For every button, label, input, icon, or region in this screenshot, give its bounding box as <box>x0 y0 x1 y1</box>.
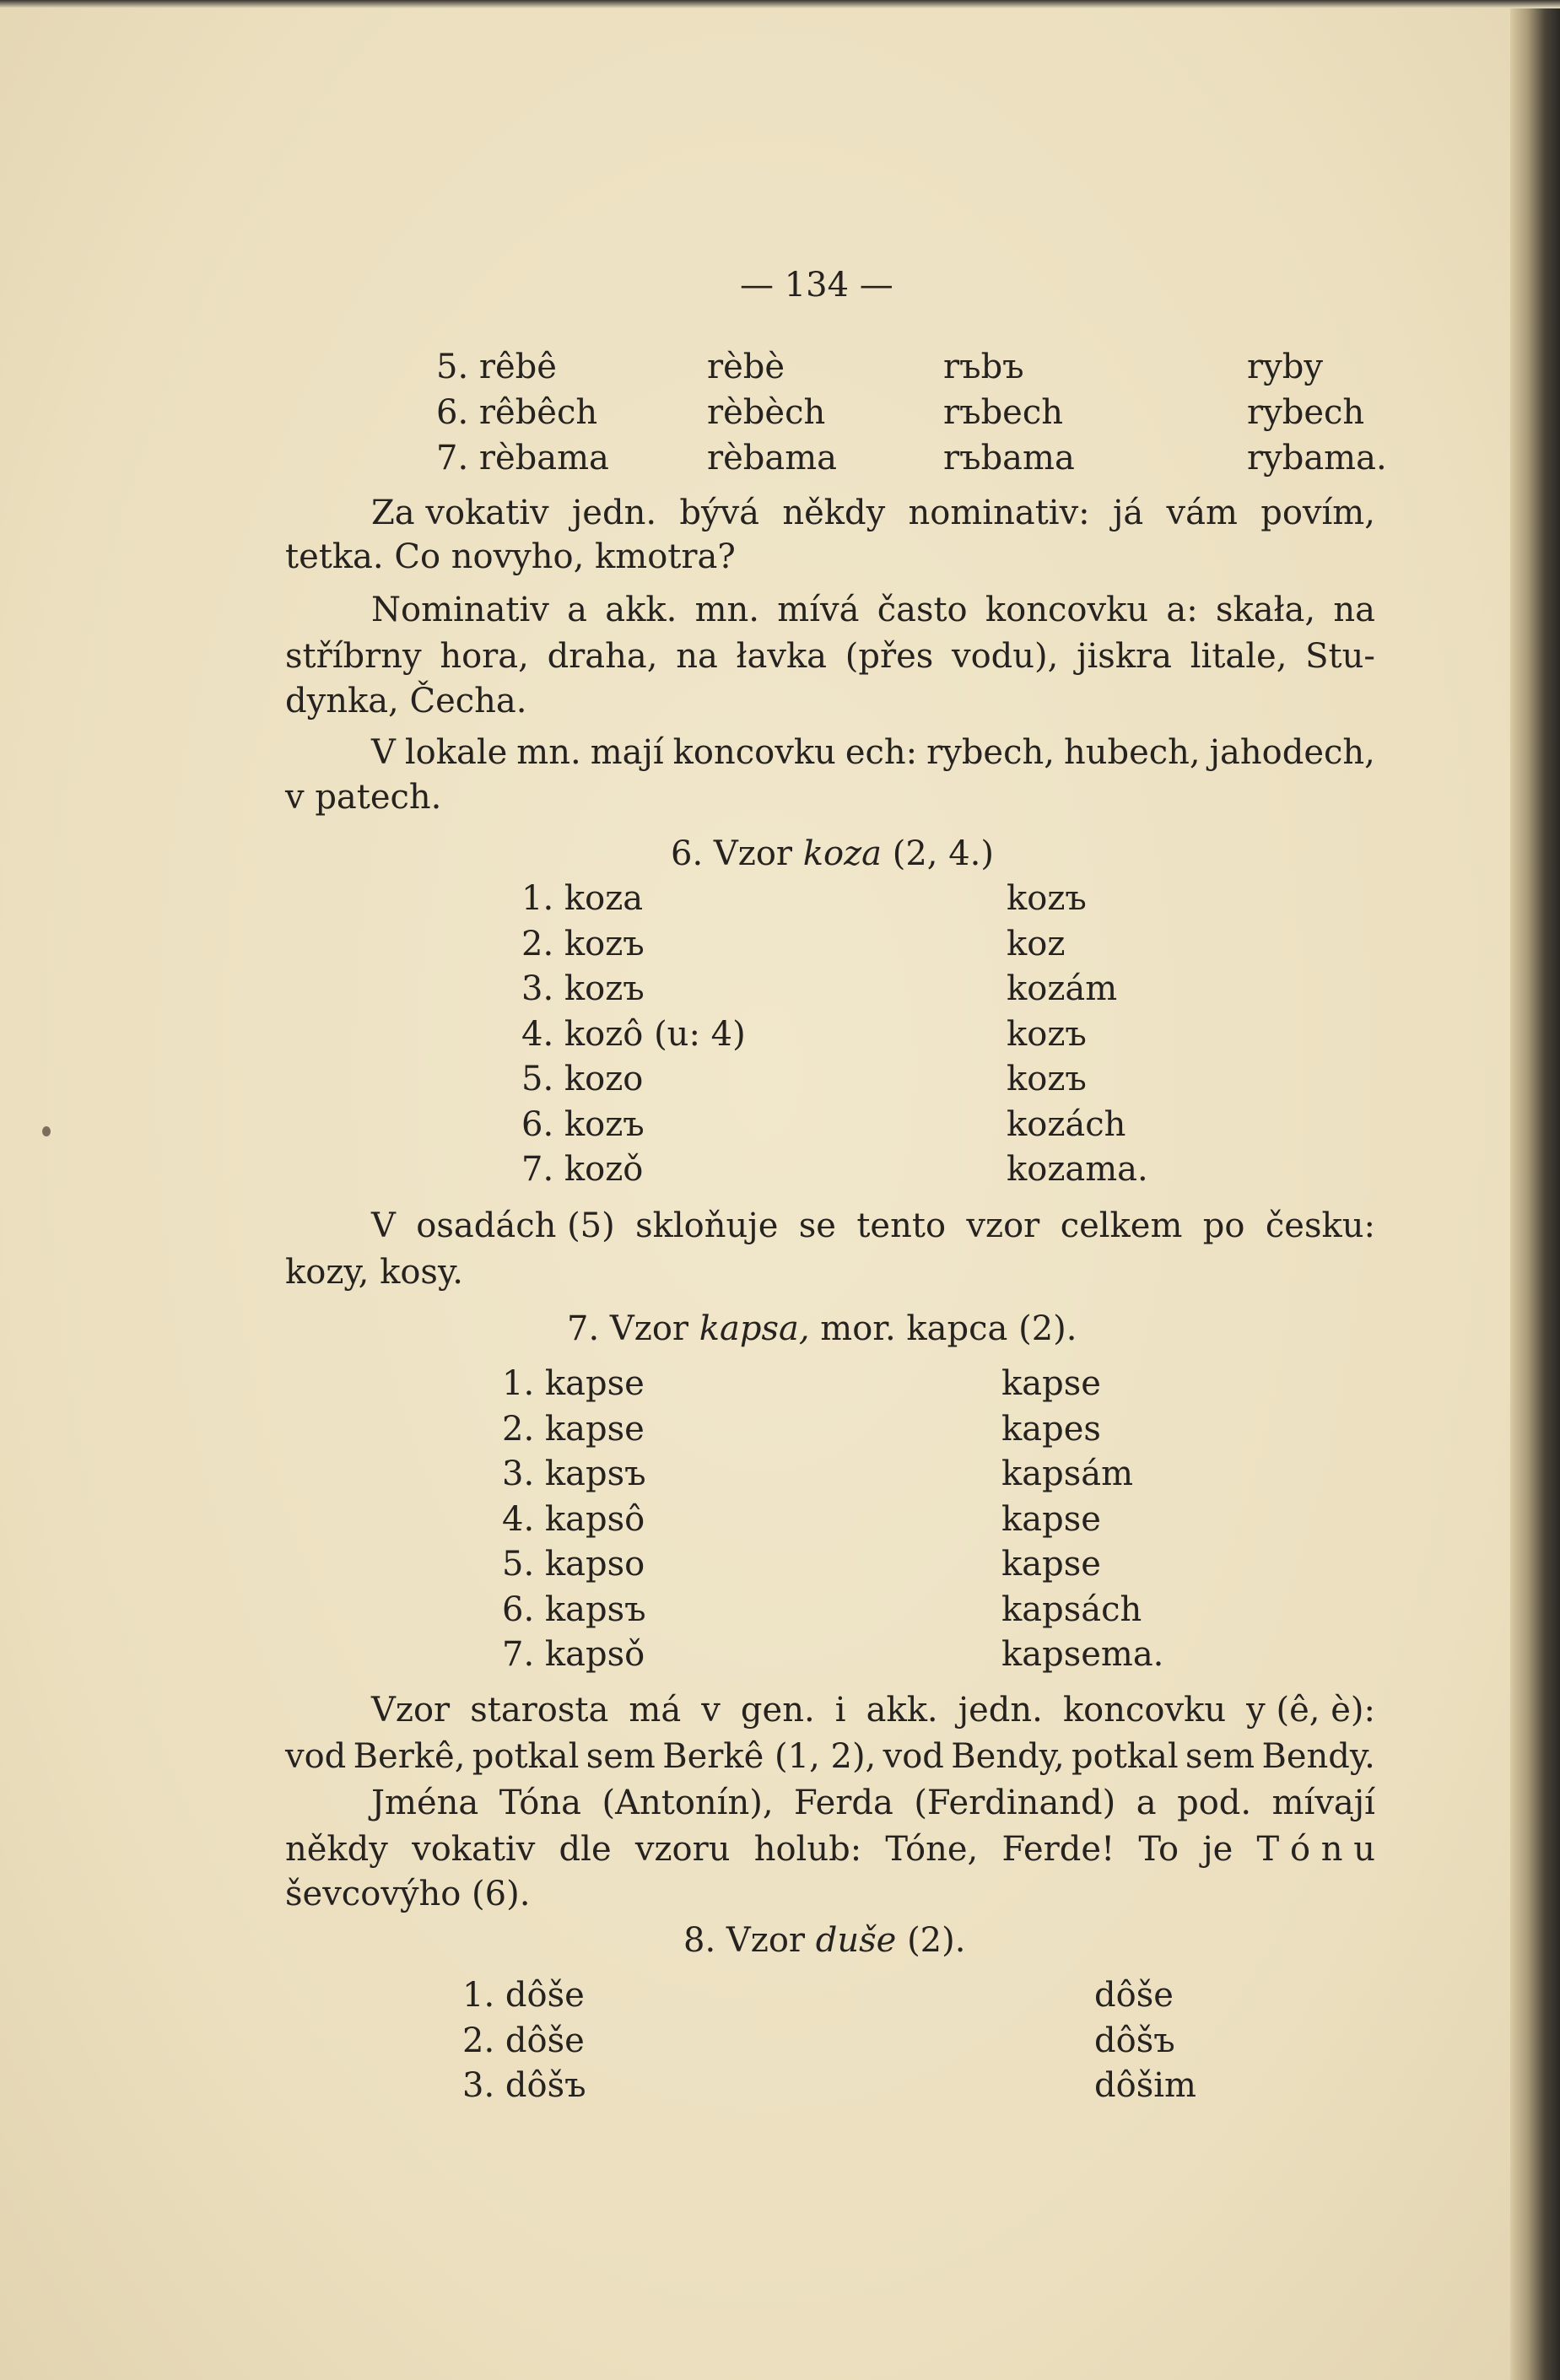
para3-word: ech: <box>845 733 918 772</box>
para5-word: potkal <box>1071 1737 1179 1776</box>
para6-word: Jména <box>371 1784 479 1822</box>
table-cell: rèbè <box>707 348 785 386</box>
vzor7-singular: 4. kapsô <box>502 1499 645 1539</box>
para5-word: v <box>701 1691 721 1730</box>
para6-word: T ó n u <box>1256 1830 1375 1869</box>
para4-word: celkem <box>1060 1206 1183 1245</box>
para4-word: se <box>798 1206 836 1245</box>
para3-word: rybech, <box>926 733 1055 772</box>
para2-word: mívá <box>777 591 860 629</box>
book-spine-edge <box>1510 0 1560 2380</box>
table-cell: rèbèch <box>707 393 826 432</box>
para3-word: hubech, <box>1063 733 1201 772</box>
para6-word: To <box>1138 1830 1179 1869</box>
vzor8-singular: 3. dôšъ <box>462 2066 586 2105</box>
vzor6-plural: kozъ <box>1007 879 1087 918</box>
para6-word: a <box>1136 1784 1157 1822</box>
para5-word: jedn. <box>958 1691 1043 1730</box>
page-top-edge <box>0 0 1560 8</box>
vzor6-heading-post: (2, 4.) <box>892 834 994 873</box>
para5-word: sem <box>586 1737 656 1776</box>
para5-word: má <box>629 1691 682 1730</box>
table-cell: rybama. <box>1247 439 1387 478</box>
para5-line2 <box>285 1737 1375 1776</box>
para2-word: a: <box>1166 591 1198 629</box>
para2-word: stříbrny <box>285 637 422 676</box>
para1-word: nominativ: <box>908 494 1090 532</box>
vzor7-singular: 2. kapse <box>502 1409 645 1449</box>
vzor6-singular: 4. kozô (u: 4) <box>521 1014 746 1054</box>
page-number: — 134 — <box>740 266 893 305</box>
para5-word: koncovku <box>1062 1691 1227 1730</box>
para6-word: je <box>1202 1830 1233 1869</box>
vzor6-plural: kozama. <box>1007 1150 1148 1189</box>
para5-word: starosta <box>470 1691 609 1730</box>
para1-word: bývá <box>679 494 760 532</box>
vzor6-heading-word: koza <box>802 834 883 873</box>
vzor8-plural: dôšъ <box>1094 2021 1175 2060</box>
para5-line1 <box>371 1691 1375 1730</box>
para6-word: někdy <box>285 1830 388 1869</box>
para4-word: tento <box>856 1206 947 1245</box>
para1-word: povím, <box>1260 494 1375 532</box>
vzor7-plural: kapsema. <box>1001 1635 1164 1674</box>
table-cell: 7. rèbama <box>436 439 609 478</box>
para3-word: mají <box>590 733 664 772</box>
para6-word: dle <box>559 1830 612 1869</box>
para2-word: často <box>877 591 968 629</box>
table-cell: rъbama <box>943 439 1075 478</box>
vzor8-singular: 1. dôše <box>462 1976 585 2015</box>
para5-word: Bendy, <box>951 1737 1065 1776</box>
para6-word: Ferde! <box>1001 1830 1115 1869</box>
para4-word: osadách (5) <box>416 1206 615 1245</box>
para5-word: potkal <box>472 1737 580 1776</box>
para4-line2: kozy, kosy. <box>285 1253 463 1292</box>
para2-word: mn. <box>694 591 759 629</box>
vzor7-singular: 5. kapso <box>502 1545 645 1584</box>
para2-line2 <box>285 637 1375 676</box>
vzor6-plural: kozám <box>1007 969 1118 1008</box>
vzor8-plural: dôšim <box>1094 2066 1196 2105</box>
para2-word: jiskra <box>1077 637 1173 676</box>
para3-word: mn. <box>516 733 581 772</box>
vzor6-heading <box>671 834 994 873</box>
vzor7-singular: 1. kapse <box>502 1364 645 1403</box>
vzor7-heading-word: kapsa, <box>699 1309 810 1348</box>
para5-word: vod <box>883 1737 944 1776</box>
para4-word: skloňuje <box>635 1206 779 1245</box>
vzor6-plural: koz <box>1007 924 1066 963</box>
vzor6-plural: kozách <box>1007 1104 1126 1144</box>
para6-word: vzoru <box>634 1830 731 1869</box>
para6-line1 <box>371 1786 1375 1820</box>
ink-spot <box>42 1126 51 1136</box>
para4-word: vzor <box>966 1206 1040 1245</box>
para3-word: koncovku <box>672 733 836 772</box>
para1-line1 <box>371 496 1375 530</box>
para2-line3: dynka, Čecha. <box>285 682 527 720</box>
vzor7-plural: kapse <box>1001 1499 1101 1539</box>
vzor8-singular: 2. dôše <box>462 2021 585 2060</box>
vzor8-heading-word: duše <box>815 1921 897 1960</box>
para5-word: Berkê, <box>353 1737 466 1776</box>
para3-word: lokale <box>404 733 508 772</box>
para5-word: y (ê, è): <box>1246 1691 1375 1730</box>
para6-word: holub: <box>753 1830 862 1869</box>
para5-word: Bendy. <box>1261 1737 1375 1776</box>
vzor6-singular: 7. kozǒ <box>521 1150 644 1189</box>
vzor8-heading <box>683 1921 966 1960</box>
para1-word: Za vokativ <box>371 494 549 532</box>
para5-word: sem <box>1185 1737 1255 1776</box>
para2-word: a <box>567 591 588 629</box>
table-cell: rъbech <box>943 393 1064 432</box>
vzor7-heading-post: mor. kapca (2). <box>820 1309 1077 1348</box>
vzor7-plural: kapes <box>1001 1409 1101 1449</box>
para2-word: łavka <box>736 637 828 676</box>
para2-word: hora, <box>440 637 529 676</box>
vzor7-plural: kapsám <box>1001 1454 1133 1493</box>
para5-word: vod <box>285 1737 347 1776</box>
para2-word: na <box>1333 591 1375 629</box>
vzor6-heading-pre: 6. Vzor <box>671 834 793 873</box>
vzor7-singular: 6. kapsъ <box>502 1589 646 1629</box>
vzor7-singular: 3. kapsъ <box>502 1454 646 1493</box>
vzor7-plural: kapsách <box>1001 1589 1142 1629</box>
vzor7-plural: kapse <box>1001 1364 1101 1403</box>
vzor8-heading-post: (2). <box>907 1921 966 1960</box>
para2-word: litale, <box>1190 637 1287 676</box>
para2-word: na <box>676 637 718 676</box>
para6-line2 <box>285 1830 1375 1869</box>
para6-word: Tóne, <box>885 1830 979 1869</box>
para2-word: Nominativ <box>371 591 549 629</box>
para1-word: jedn. <box>571 494 657 532</box>
para3-word: jahodech, <box>1209 733 1375 772</box>
vzor8-plural: dôše <box>1094 1976 1174 2015</box>
para2-word: koncovku <box>985 591 1149 629</box>
table-cell: 6. rêbêch <box>436 393 598 432</box>
vzor6-plural: kozъ <box>1007 1014 1087 1054</box>
para4-word: po <box>1202 1206 1245 1245</box>
para5-word: Vzor <box>371 1691 451 1730</box>
para5-word: i <box>834 1691 846 1730</box>
vzor7-singular: 7. kapsǒ <box>502 1635 645 1674</box>
vzor6-singular: 3. kozъ <box>521 969 645 1008</box>
para1-line2: tetka. Co novyho, kmotra? <box>285 537 736 576</box>
para2-word: Stu- <box>1305 637 1375 676</box>
para6-word: (Ferdinand) <box>914 1784 1116 1822</box>
para1-word: vám <box>1166 494 1238 532</box>
para2-word: (přes <box>845 637 934 676</box>
para2-line1 <box>371 593 1375 627</box>
para6-word: pod. <box>1177 1784 1252 1822</box>
para2-word: skała, <box>1215 591 1316 629</box>
para6-word: Tóna <box>499 1784 581 1822</box>
para4-word: V <box>371 1206 396 1245</box>
para3-line2: v patech. <box>285 778 442 817</box>
para1-word: já <box>1112 494 1144 532</box>
table-cell: rèbama <box>707 439 838 478</box>
para6-word: Ferda <box>794 1784 893 1822</box>
para6-word: (Antonín), <box>602 1784 774 1822</box>
para1-word: někdy <box>782 494 886 532</box>
vzor7-heading-pre: 7. Vzor <box>567 1309 689 1348</box>
vzor6-singular: 5. kozo <box>521 1060 644 1098</box>
para6-line3: ševcovýho (6). <box>285 1875 531 1913</box>
table-cell: rybech <box>1247 393 1365 432</box>
vzor6-plural: kozъ <box>1007 1060 1087 1098</box>
para2-word: draha, <box>547 637 658 676</box>
vzor6-singular: 6. kozъ <box>521 1104 645 1144</box>
para2-word: akk. <box>605 591 677 629</box>
vzor7-plural: kapse <box>1001 1545 1101 1584</box>
vzor6-singular: 1. koza <box>521 879 644 918</box>
para6-word: mívají <box>1271 1784 1375 1822</box>
para3-line1 <box>371 733 1375 772</box>
table-cell: 5. rêbê <box>436 348 557 386</box>
para5-word: gen. <box>740 1691 815 1730</box>
para2-word: vodu), <box>952 637 1059 676</box>
para5-word: akk. <box>866 1691 938 1730</box>
para5-word: Berkê (1, 2), <box>662 1737 877 1776</box>
para4-word: česku: <box>1265 1206 1375 1245</box>
table-cell: ryby <box>1247 348 1323 386</box>
para3-word: V <box>371 733 396 772</box>
vzor6-singular: 2. kozъ <box>521 924 645 963</box>
vzor8-heading-pre: 8. Vzor <box>683 1921 806 1960</box>
table-cell: rъbъ <box>943 348 1024 386</box>
vzor7-heading <box>567 1309 1077 1348</box>
para4-line1 <box>371 1206 1375 1245</box>
para6-word: vokativ <box>412 1830 536 1869</box>
